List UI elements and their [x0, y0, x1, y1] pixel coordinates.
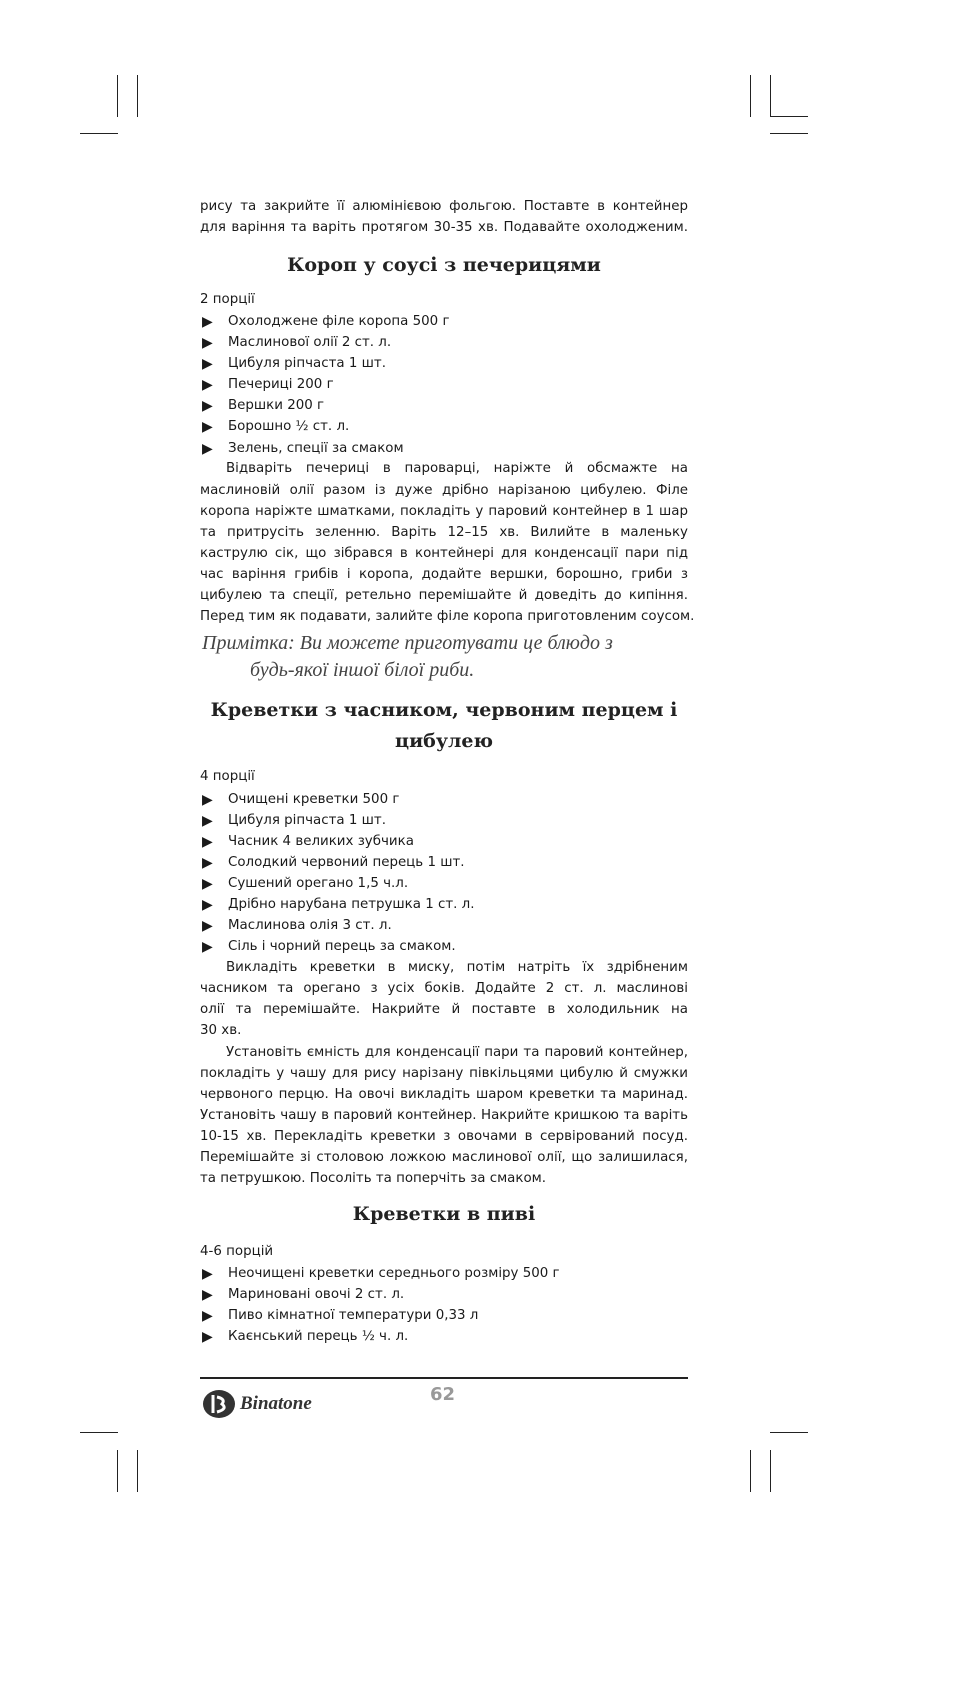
ingredient-item: Цибуля ріпчаста 1 шт.: [228, 813, 386, 828]
note-line: Примітка: Ви можете приготувати це блюдо з: [202, 632, 613, 654]
method-line: цибулею та спеції, ретельно перемішайте й доведіть до кипіння.: [200, 588, 688, 603]
method-line: та притрусіть зеленню. Варіть 12–15 хв. Вилийте в маленьку: [200, 525, 688, 540]
ingredient-item: Мариновані овочі 2 ст. л.: [228, 1287, 405, 1302]
method-line: покладіть у чашу для рису нарізану півкільцями цибулю й смужки: [200, 1066, 688, 1081]
ingredient-item: Борошно ½ ст. л.: [228, 419, 350, 434]
recipe-title: Креветки в пиві: [352, 1203, 536, 1225]
bullet-icon: ▶: [202, 855, 213, 871]
bullet-icon: ▶: [202, 939, 213, 955]
crop-mark: [770, 116, 808, 117]
crop-mark: [770, 133, 808, 134]
method-line: маслиновій олії разом із дуже дрібно нарізаною цибулею. Філе: [200, 483, 688, 498]
ingredient-item: Маслинової олії 2 ст. л.: [228, 335, 392, 350]
crop-mark: [80, 133, 118, 134]
method-line: Перемішайте зі столовою ложкою маслинової олії, що залишилася,: [200, 1150, 688, 1165]
recipe-title: цибулею: [395, 730, 493, 752]
method-line: каструлю сік, що зібрався в контейнері для конденсації пари під: [200, 546, 688, 561]
bullet-icon: ▶: [202, 314, 213, 330]
ingredient-item: Солодкий червоний перець 1 шт.: [228, 855, 465, 870]
paragraph-line: для варіння та варіть протягом 30-35 хв. Подавайте охолодженим.: [200, 220, 688, 235]
bullet-icon: ▶: [202, 918, 213, 934]
recipe-title: Короп у соусі з печерицями: [287, 254, 601, 276]
method-line: 30 хв.: [200, 1023, 242, 1038]
ingredient-item: Часник 4 великих зубчика: [228, 834, 414, 849]
ingredient-item: Вершки 200 г: [228, 398, 325, 413]
method-line: коропа наріжте шматками, покладіть у паровий контейнер в 1 шар: [200, 504, 688, 519]
bullet-icon: ▶: [202, 1308, 213, 1324]
method-line: олії та перемішайте. Накрийте й поставте в холодильник на: [200, 1002, 688, 1017]
bullet-icon: ▶: [202, 441, 213, 457]
bullet-icon: ▶: [202, 897, 213, 913]
method-line: Установіть ємність для конденсації пари та паровий контейнер,: [226, 1045, 688, 1060]
method-line: час варіння грибів і коропа, додайте вершки, борошно, гриби з: [200, 567, 688, 582]
crop-mark: [750, 75, 751, 117]
ingredient-item: Зелень, спеції за смаком: [228, 441, 404, 456]
ingredient-item: Охолоджене філе коропа 500 г: [228, 314, 450, 329]
ingredient-item: Сушений орегано 1,5 ч.л.: [228, 876, 409, 891]
page-number: 62: [430, 1384, 456, 1405]
ingredient-item: Маслинова олія 3 ст. л.: [228, 918, 392, 933]
binatone-logo: [202, 1388, 312, 1420]
method-line: Перед тим як подавати, залийте філе коропа приготовленим соусом.: [200, 609, 695, 624]
bullet-icon: ▶: [202, 419, 213, 435]
ingredient-item: Очищені креветки 500 г: [228, 792, 400, 807]
bullet-icon: ▶: [202, 1287, 213, 1303]
method-line: та петрушкою. Посоліть та поперчіть за смаком.: [200, 1171, 547, 1186]
bullet-icon: ▶: [202, 834, 213, 850]
method-line: червоного перцю. На овочі викладіть шаром креветки та маринад.: [200, 1087, 688, 1102]
crop-mark: [770, 1432, 808, 1433]
ingredient-item: Дрібно нарубана петрушка 1 ст. л.: [228, 897, 475, 912]
bullet-icon: ▶: [202, 876, 213, 892]
bullet-icon: ▶: [202, 356, 213, 372]
footer-rule: [200, 1377, 688, 1379]
bullet-icon: ▶: [202, 1329, 213, 1345]
method-line: 10-15 хв. Перекладіть креветки з овочами в сервірований посуд.: [200, 1129, 688, 1144]
servings: 4 порції: [200, 769, 255, 784]
bullet-icon: ▶: [202, 377, 213, 393]
ingredient-item: Неочищені креветки середнього розміру 500 г: [228, 1266, 560, 1281]
crop-mark: [80, 1432, 118, 1433]
ingredient-item: Каєнський перець ½ ч. л.: [228, 1329, 409, 1344]
ingredient-item: Цибуля ріпчаста 1 шт.: [228, 356, 386, 371]
ingredient-item: Пиво кімнатної температури 0,33 л: [228, 1308, 479, 1323]
bullet-icon: ▶: [202, 792, 213, 808]
recipe-title: Креветки з часником, червоним перцем і: [210, 699, 678, 721]
servings: 4-6 порцій: [200, 1244, 274, 1259]
note-line: будь-якої іншої білої риби.: [250, 659, 475, 681]
servings: 2 порції: [200, 292, 255, 307]
method-line: Відваріть печериці в пароварці, наріжте й обсмажте на: [226, 461, 688, 476]
bullet-icon: ▶: [202, 1266, 213, 1282]
crop-mark: [750, 1450, 751, 1492]
crop-mark: [117, 75, 118, 117]
ingredient-item: Печериці 200 г: [228, 377, 334, 392]
method-line: Викладіть креветки в миску, потім натріть їх здрібненим: [226, 960, 688, 975]
crop-mark: [117, 1450, 118, 1492]
crop-mark: [137, 1450, 138, 1492]
paragraph-line: рису та закрийте її алюмінієвою фольгою. Поставте в контейнер: [200, 199, 688, 214]
bullet-icon: ▶: [202, 335, 213, 351]
method-line: часником та орегано з усіх боків. Додайте 2 ст. л. маслинові: [200, 981, 688, 996]
crop-mark: [770, 1450, 771, 1492]
bullet-icon: ▶: [202, 813, 213, 829]
method-line: Установіть чашу в паровий контейнер. Накрийте кришкою та варіть: [200, 1108, 688, 1123]
crop-mark: [137, 75, 138, 117]
crop-mark: [770, 75, 771, 117]
logo-text: Binatone: [240, 1393, 312, 1414]
bullet-icon: ▶: [202, 398, 213, 414]
ingredient-item: Сіль і чорний перець за смаком.: [228, 939, 456, 954]
